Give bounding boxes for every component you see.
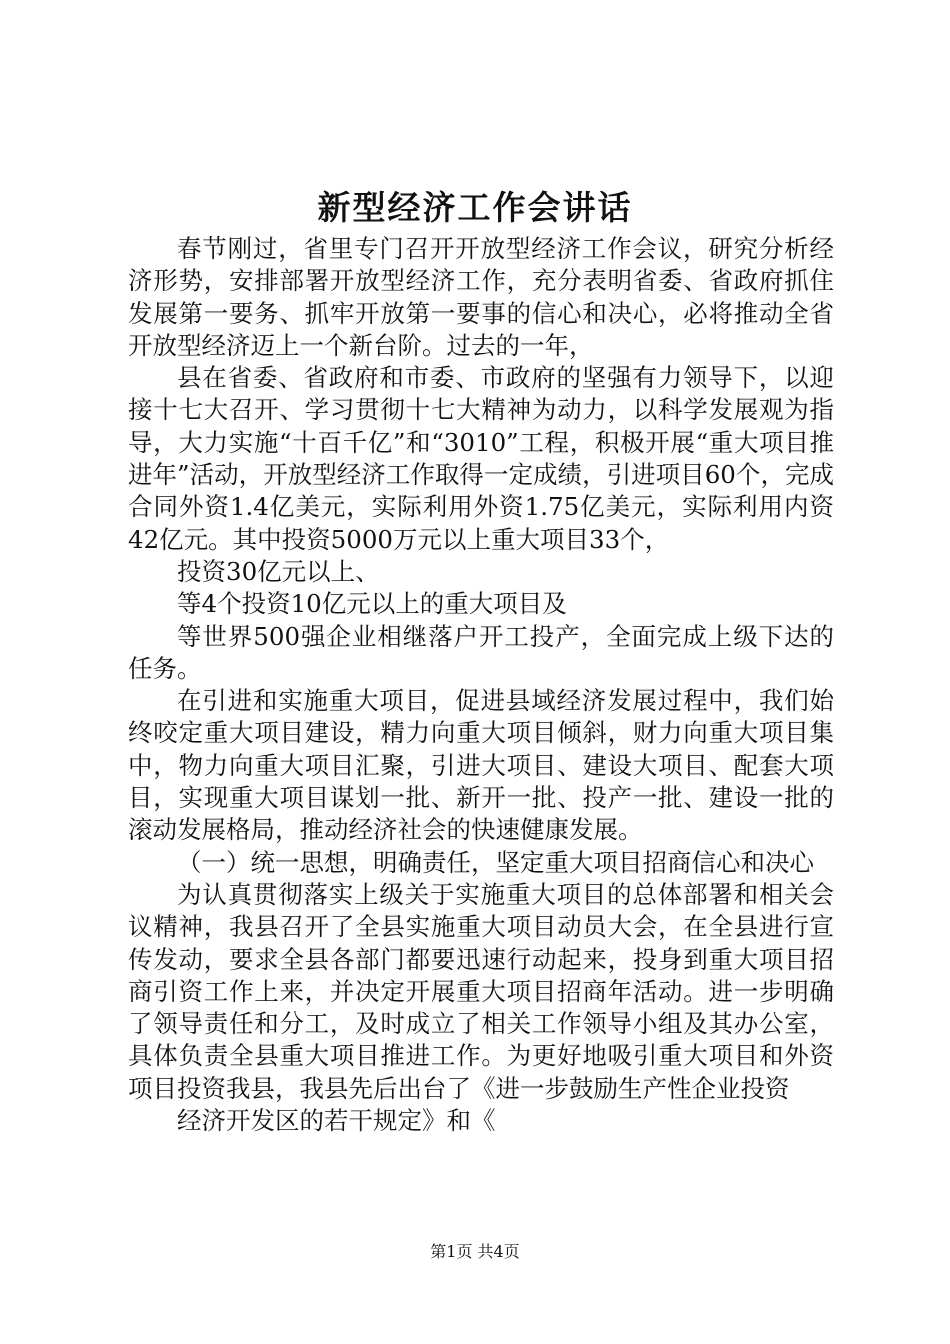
paragraph: 等4个投资10亿元以上的重大项目及: [177, 589, 567, 619]
section-heading: （一）统一思想，明确责任，坚定重大项目招商信心和决心: [177, 847, 814, 877]
paragraph: 等世界500强企业相继落户开工投产，全面完成上级下达的任务。: [128, 621, 834, 683]
paragraph: 经济开发区的若干规定》和《: [177, 1106, 496, 1136]
document-body: [128, 233, 834, 1137]
page-number: 第1页 共4页: [430, 1242, 520, 1261]
paragraph: 投资30亿元以上、: [177, 556, 380, 586]
paragraph: 春节刚过，省里专门召开开放型经济工作会议，研究分析经济形势，安排部署开放型经济工作，充分表明省委、省政府抓住发展第一要务、抓牢开放第一要事的信心和决心，必将推动全省开放型经济迈上一个新台阶。过去的一年，: [128, 234, 834, 360]
paragraph: 县在省委、省政府和市委、市政府的坚强有力领导下，以迎接十七大召开、学习贯彻十七大精神为动力，以科学发展观为指导，大力实施“十百千亿”和“3010”工程，积极开展“重大项目推进年”活动，开放型经济工作取得一定成绩，引进项目60个，完成合同外资1.4亿美元，实际利用外资1.75亿美元，实际利用内资42亿元。其中投资5000万元以上重大项目33个，: [128, 363, 834, 554]
paragraph: 在引进和实施重大项目，促进县域经济发展过程中，我们始终咬定重大项目建设，精力向重大项目倾斜，财力向重大项目集中，物力向重大项目汇聚，引进大项目、建设大项目、配套大项目，实现重大项目谋划一批、新开一批、投产一批、建设一批的滚动发展格局，推动经济社会的快速健康发展。: [128, 686, 834, 845]
paragraph: 为认真贯彻落实上级关于实施重大项目的总体部署和相关会议精神，我县召开了全县实施重大项目动员大会，在全县进行宣传发动，要求全县各部门都要迅速行动起来，投身到重大项目招商引资工作上来，并决定开展重大项目招商年活动。进一步明确了领导责任和分工，及时成立了相关工作领导小组及其办公室，具体负责全县重大项目推进工作。为更好地吸引重大项目和外资项目投资我县，我县先后出台了《进一步鼓励生产性企业投资: [128, 879, 834, 1103]
document-title: 新型经济工作会讲话: [317, 188, 633, 227]
